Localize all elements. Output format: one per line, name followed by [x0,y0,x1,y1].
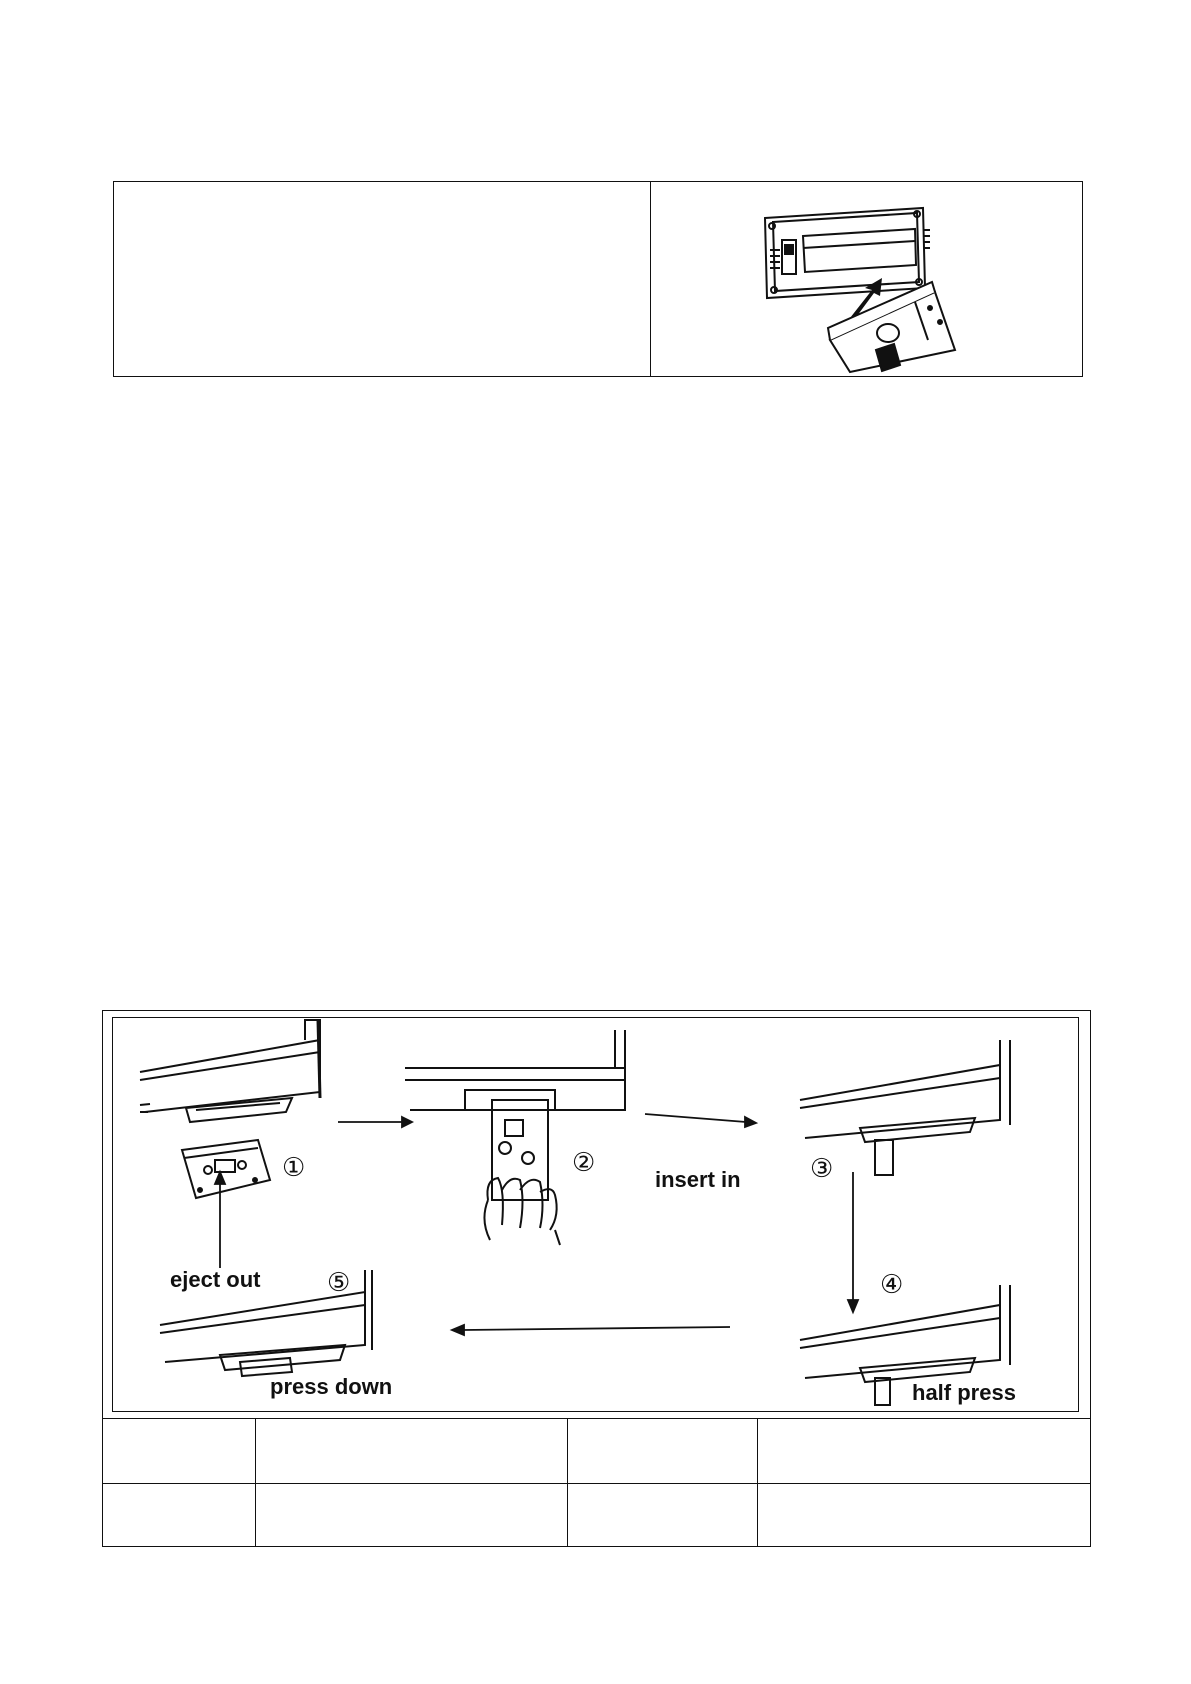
flow-arrow-icon [215,1114,858,1335]
step-number-2: ② [572,1148,596,1178]
device-step-1 [140,1020,320,1122]
step-number-1: ① [282,1153,306,1183]
press-down-label: press down [270,1374,393,1399]
cassette-step-1 [182,1140,270,1198]
step-number-3: ③ [810,1154,834,1184]
insert-in-label: insert in [655,1167,741,1192]
step-number-5: ⑤ [327,1268,351,1298]
eject-out-label: eject out [170,1267,261,1292]
step-number-4: ④ [880,1270,904,1300]
half-press-label: half press [912,1380,1016,1405]
